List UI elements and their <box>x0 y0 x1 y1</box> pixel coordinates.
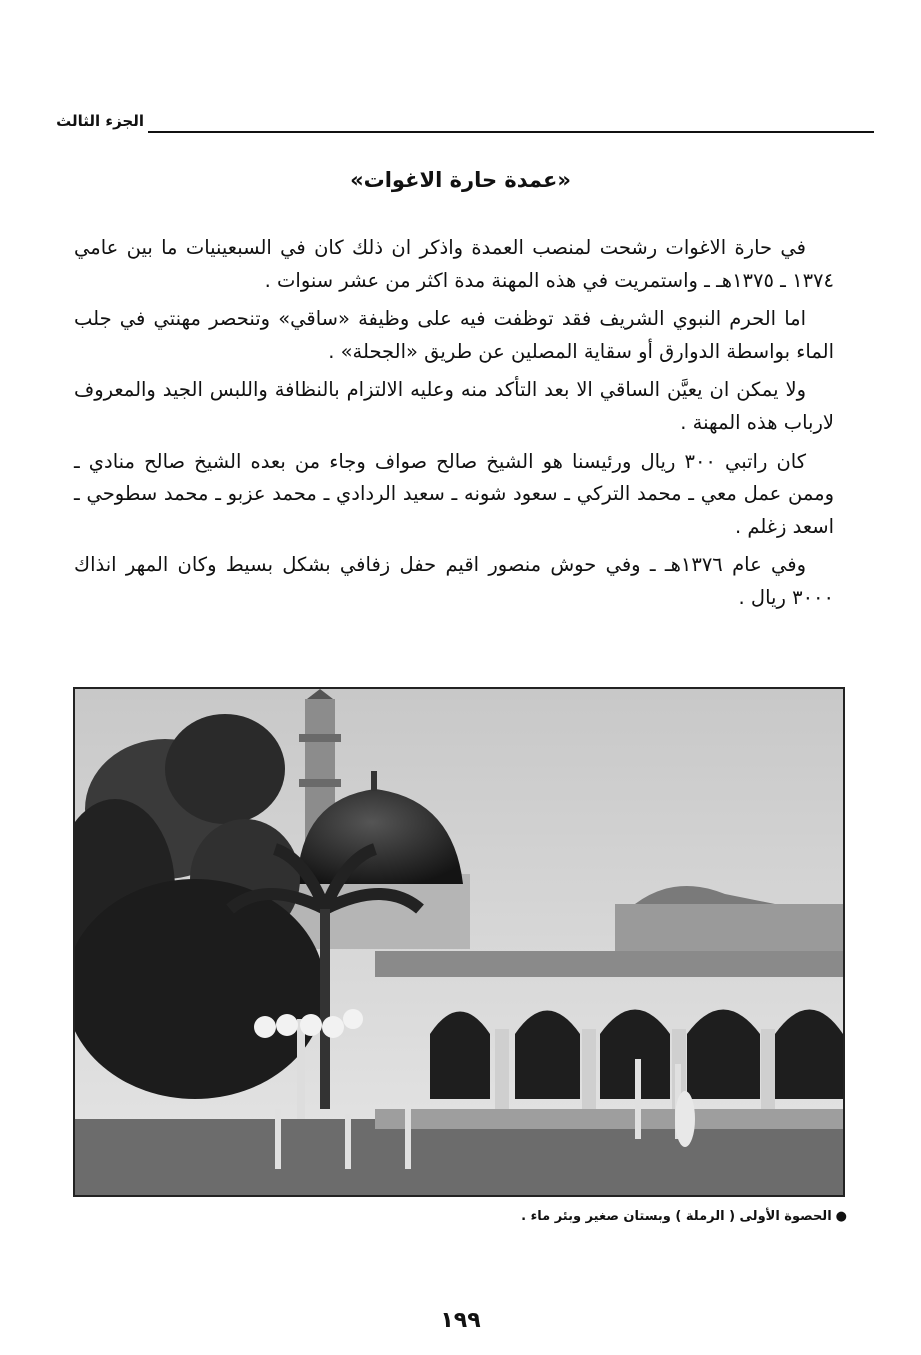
caption-text: الحصوة الأولى ( الرملة ) وبستان صغير وبئر ماء . <box>521 1209 832 1224</box>
header-rule <box>148 131 874 133</box>
paragraph: اما الحرم النبوي الشريف فقد توظفت فيه على وظيفة «ساقي» وتنحصر مهنتي في جلب الماء بواسطة الدوارق أو سقاية المصلين عن طريق «الجحلة» . <box>74 307 834 363</box>
mosque-photo-illustration <box>75 689 843 1195</box>
running-title: الجزء الثالث <box>56 112 144 130</box>
page-number: ١٩٩ <box>440 1308 481 1333</box>
page-header <box>56 112 874 136</box>
body-text <box>74 232 834 621</box>
paragraph: في حارة الاغوات رشحت لمنصب العمدة واذكر ان ذلك كان في السبعينيات ما بين عامي ١٣٧٤ ـ ١٣٧٥هـ ـ واستمريت في هذه المهنة مدة اكثر من عشر سنوات . <box>74 236 834 292</box>
paragraph: كان راتبي ٣٠٠ ريال ورئيسنا هو الشيخ صالح صواف وجاء من بعده الشيخ صالح منادي ـ وممن عمل معي ـ محمد التركي ـ سعود شونه ـ سعيد الردادي ـ محمد عزبو ـ محمد سطوحي ـ اسعد زغلم . <box>74 449 834 538</box>
section-title: «عمدة حارة الاغوات» <box>350 168 571 192</box>
paragraph: وفي عام ١٣٧٦هـ ـ وفي حوش منصور اقيم حفل زفافي بشكل بسيط وكان المهر انذاك ٣٠٠٠ ريال . <box>74 553 834 609</box>
mosque-photo <box>73 687 845 1197</box>
bullet-icon: ● <box>835 1209 847 1224</box>
photo-caption <box>347 1209 847 1224</box>
paragraph: ولا يمكن ان يعيَّن الساقي الا بعد التأكد منه وعليه الالتزام بالنظافة واللبس الجيد والمعروف لارباب هذه المهنة . <box>74 378 834 434</box>
